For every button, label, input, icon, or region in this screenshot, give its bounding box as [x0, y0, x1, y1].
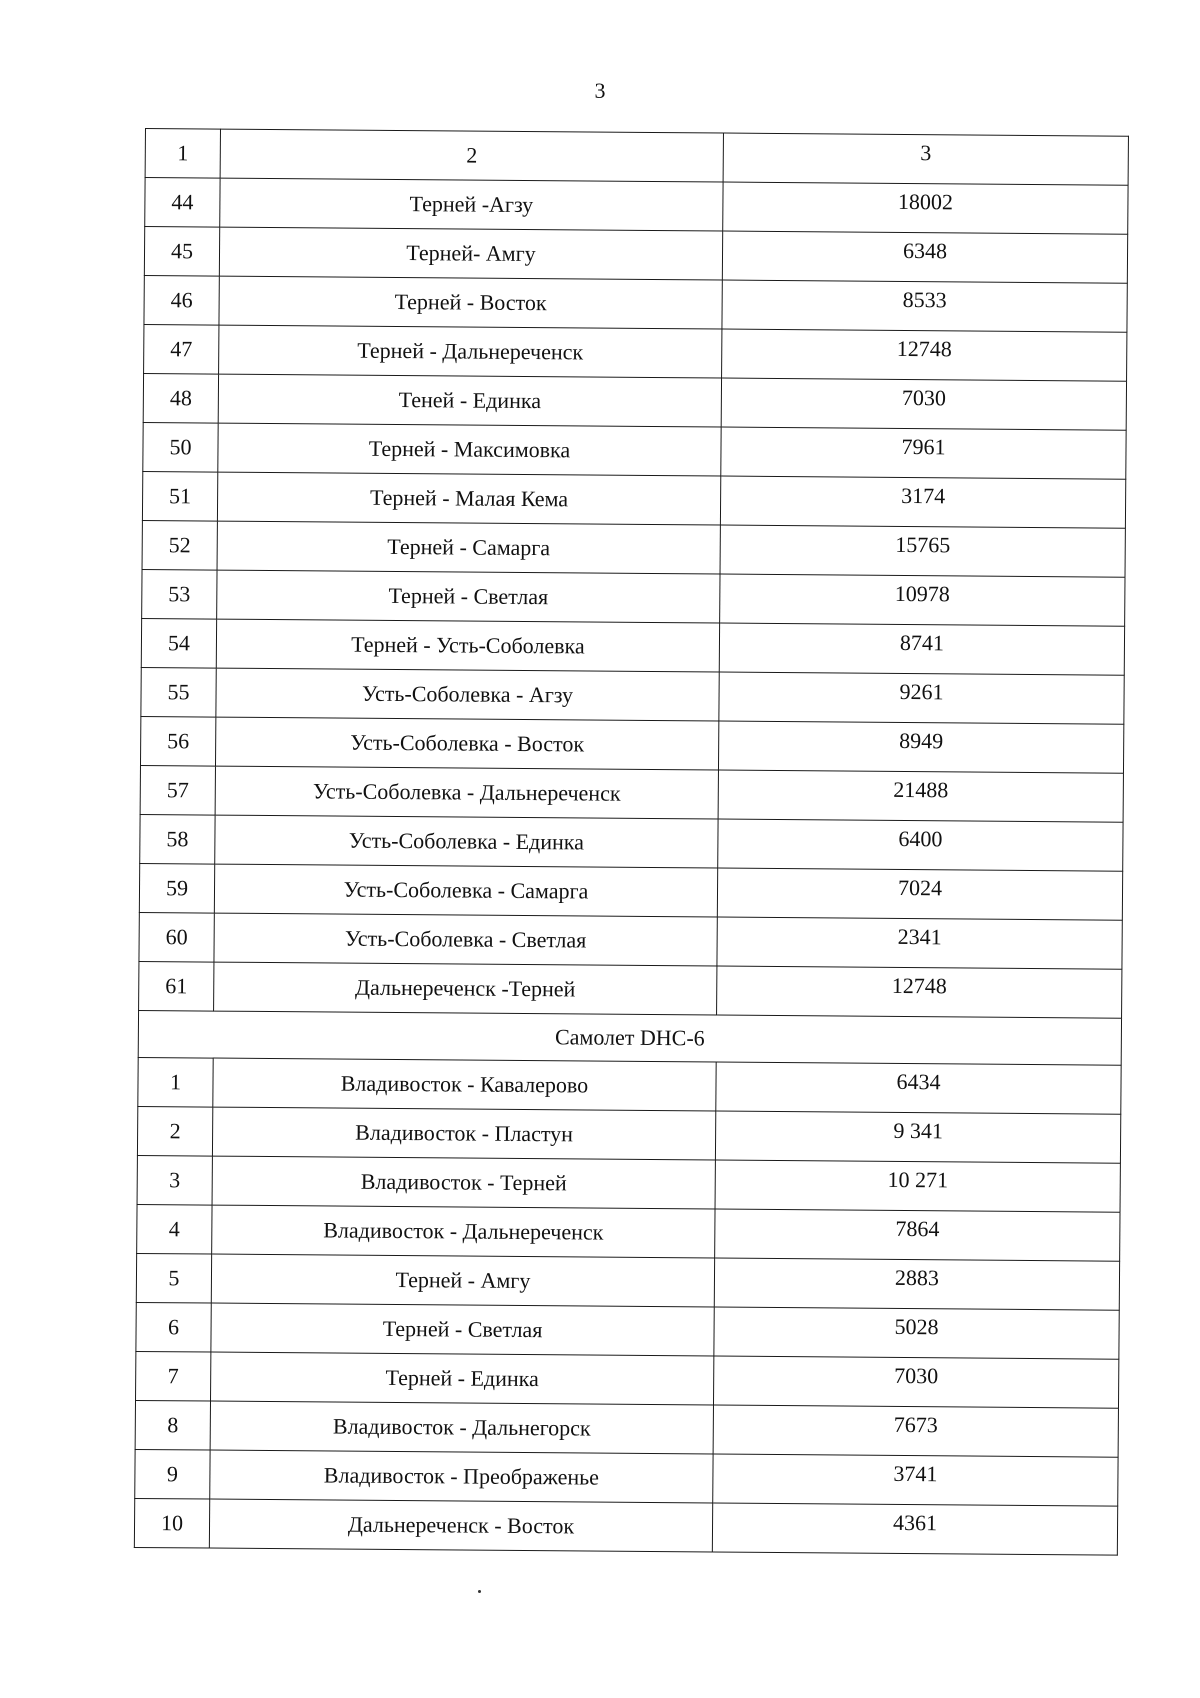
route-value-cell [718, 770, 1123, 822]
route-value: 12748 [891, 972, 947, 999]
page-number: 3 [594, 78, 606, 103]
table-row [137, 1155, 1120, 1212]
route-value-cell [719, 623, 1124, 675]
header-col-3 [723, 133, 1128, 185]
row-number: 9 [135, 1449, 210, 1499]
route-name: Владивосток - Пластун [212, 1107, 715, 1160]
row-number: 59 [139, 863, 214, 913]
route-value: 2341 [897, 923, 942, 950]
route-value-cell [717, 868, 1122, 920]
row-number: 45 [144, 227, 219, 277]
route-value-cell [716, 1062, 1121, 1114]
table-row [139, 863, 1122, 920]
route-value-cell [717, 966, 1122, 1018]
route-value-cell [721, 378, 1126, 430]
table-row [136, 1302, 1119, 1359]
section-title: Самолет DHC-6 [138, 1010, 1121, 1065]
route-name: Терней - Дальнереченск [219, 325, 722, 378]
route-value: 8741 [899, 629, 945, 656]
route-name: Теней - Единка [218, 374, 721, 427]
route-value-cell [713, 1405, 1118, 1457]
route-name: Терней - Малая Кема [217, 472, 720, 525]
route-value: 7030 [894, 1362, 939, 1389]
table-row [140, 765, 1123, 822]
route-value: 15765 [895, 531, 951, 558]
route-value: 6434 [896, 1068, 941, 1095]
route-value-cell [722, 280, 1127, 332]
distance-table [134, 128, 1129, 1556]
route-name: Терней - Самарга [217, 521, 720, 574]
route-value: 7864 [895, 1215, 940, 1242]
route-value: 7030 [901, 384, 947, 411]
table-row [143, 422, 1126, 479]
row-number: 6 [136, 1302, 211, 1352]
row-number: 8 [135, 1400, 210, 1450]
route-value-cell [717, 917, 1122, 969]
route-value: 3174 [901, 482, 946, 509]
route-name: Терней - Максимовка [218, 423, 721, 476]
route-value-cell [720, 574, 1125, 626]
route-value-cell [715, 1209, 1120, 1261]
table-row [139, 912, 1122, 969]
route-name: Терней- Амгу [219, 227, 722, 280]
row-number: 1 [138, 1057, 213, 1107]
table-row [140, 814, 1123, 871]
route-value-cell [718, 721, 1123, 773]
route-value-cell [712, 1503, 1117, 1555]
route-value-cell [723, 182, 1128, 234]
route-name: Терней - Единка [211, 1352, 714, 1405]
route-name: Усть-Соболевка - Единка [215, 815, 718, 868]
route-value: 7673 [893, 1411, 938, 1438]
table-header-row [145, 129, 1128, 186]
table-row [144, 324, 1127, 381]
row-number: 46 [144, 275, 219, 325]
route-value: 10 271 [887, 1166, 949, 1193]
route-value: 5028 [894, 1313, 939, 1340]
route-value: 9261 [899, 678, 944, 705]
route-value: 18002 [897, 188, 954, 215]
header-col-2: 2 [220, 129, 723, 182]
route-value: 4361 [892, 1509, 938, 1536]
row-number: 3 [137, 1155, 212, 1205]
route-value: 6348 [902, 237, 948, 264]
route-value: 3741 [893, 1460, 938, 1487]
route-value-cell [719, 672, 1124, 724]
table-row [145, 178, 1128, 235]
header-col-1: 1 [145, 129, 220, 179]
table-row [143, 373, 1126, 430]
table-row [142, 520, 1125, 577]
route-name: Терней -Агзу [220, 178, 723, 231]
route-value-cell [713, 1356, 1118, 1408]
route-value-cell [720, 525, 1125, 577]
route-value: 8949 [899, 727, 944, 754]
row-number: 48 [143, 373, 218, 423]
table-row [141, 618, 1124, 675]
row-number: 47 [144, 324, 219, 374]
table-row [142, 471, 1125, 528]
route-value: 7024 [897, 874, 943, 901]
route-name: Усть-Соболевка - Светлая [214, 913, 717, 966]
route-name: Усть-Соболевка - Восток [215, 717, 718, 770]
route-name: Терней - Светлая [211, 1303, 714, 1356]
route-value-cell [722, 231, 1127, 283]
route-name: Дальнереченск -Терней [214, 962, 717, 1015]
row-number: 53 [142, 569, 217, 619]
route-name: Владивосток - Дальнереченск [212, 1205, 715, 1258]
route-value: 7961 [901, 433, 946, 460]
route-name: Терней - Усть-Соболевка [216, 619, 719, 672]
route-name: Владивосток - Терней [212, 1156, 715, 1209]
route-name: Усть-Соболевка - Агзу [216, 668, 719, 721]
route-value: 9 341 [893, 1117, 943, 1144]
section-row [138, 1010, 1121, 1065]
row-number: 2 [137, 1106, 212, 1156]
route-value: 12748 [896, 335, 952, 362]
row-number: 50 [143, 422, 218, 472]
route-value: 6400 [898, 825, 943, 852]
route-name: Владивосток - Кавалерово [213, 1058, 716, 1111]
route-value-cell [715, 1111, 1120, 1163]
route-value: 2883 [894, 1264, 940, 1291]
route-name: Владивосток - Преображенье [210, 1450, 713, 1503]
table-row [144, 275, 1127, 332]
row-number: 4 [137, 1204, 212, 1254]
route-value-cell [715, 1160, 1120, 1212]
table-body [134, 129, 1128, 1556]
row-number: 54 [141, 618, 216, 668]
route-name: Усть-Соболевка - Дальнереченск [215, 766, 718, 819]
row-number: 58 [140, 814, 215, 864]
row-number: 10 [134, 1498, 209, 1548]
table-row [144, 227, 1127, 284]
route-value-cell [714, 1307, 1119, 1359]
route-value-cell [722, 329, 1127, 381]
route-value-cell [713, 1454, 1118, 1506]
route-value: 8533 [902, 286, 947, 313]
table-row [137, 1204, 1120, 1261]
route-name: Терней - Светлая [217, 570, 720, 623]
route-value: 21488 [893, 776, 949, 803]
route-name: Дальнереченск - Восток [209, 1499, 712, 1552]
stray-mark [478, 1590, 481, 1593]
row-number: 51 [142, 471, 217, 521]
route-value-cell [718, 819, 1123, 871]
header-col-3-label: 3 [920, 140, 932, 166]
route-value-cell [720, 476, 1125, 528]
table-row [141, 667, 1124, 724]
table-row [136, 1253, 1119, 1310]
table-row [142, 569, 1125, 626]
row-number: 61 [139, 961, 214, 1011]
table-row [135, 1449, 1118, 1506]
row-number: 44 [145, 178, 220, 228]
row-number: 5 [136, 1253, 211, 1303]
route-value-cell [714, 1258, 1119, 1310]
row-number: 7 [136, 1351, 211, 1401]
table-row [136, 1351, 1119, 1408]
route-name: Терней - Амгу [211, 1254, 714, 1307]
table-row [137, 1106, 1120, 1163]
row-number: 55 [141, 667, 216, 717]
row-number: 56 [140, 716, 215, 766]
table-row [135, 1400, 1118, 1457]
route-name: Владивосток - Дальнегорск [210, 1401, 713, 1454]
route-name: Терней - Восток [219, 276, 722, 329]
table-row [140, 716, 1123, 773]
row-number: 60 [139, 912, 214, 962]
route-value-cell [721, 427, 1126, 479]
table-row [134, 1498, 1117, 1555]
route-value: 10978 [894, 580, 950, 607]
table-row [139, 961, 1122, 1018]
row-number: 52 [142, 520, 217, 570]
route-name: Усть-Соболевка - Самарга [214, 864, 717, 917]
row-number: 57 [140, 765, 215, 815]
table-row [138, 1057, 1121, 1114]
